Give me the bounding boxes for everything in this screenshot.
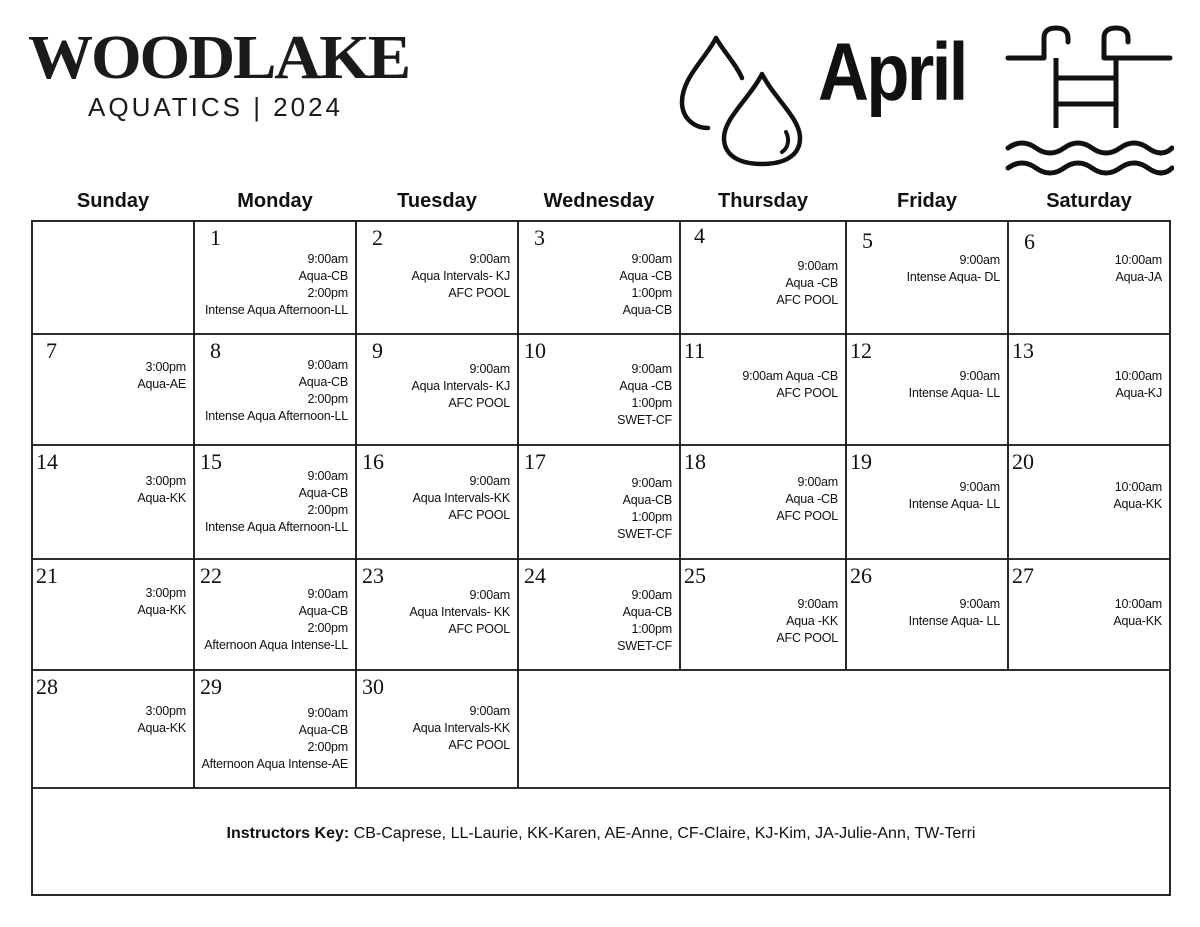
day-cell-12 [846,334,1008,445]
event-line: 9:00am [307,252,348,266]
event-line: Aqua-KK [137,491,186,505]
event-line: 1:00pm [631,396,672,410]
day-events [742,368,838,402]
day-cell-2 [356,221,518,334]
event-line: 9:00am [959,253,1000,267]
event-line: 9:00am [469,474,510,488]
event-line: Aqua-KJ [1115,386,1162,400]
day-number: 5 [862,228,873,253]
day-cell-3 [518,221,680,334]
day-cell-13 [1008,334,1170,445]
event-line: Aqua-KK [1113,497,1162,511]
event-line: Aqua-KK [137,721,186,735]
day-number: 12 [850,338,872,363]
event-line: 9:00am [631,476,672,490]
event-line: Aqua -CB [785,492,838,506]
event-line: Intense Aqua- LL [908,497,1000,511]
event-line: 9:00am [959,480,1000,494]
day-number: 26 [850,563,872,588]
event-line: AFC POOL [776,386,838,400]
day-number: 11 [684,338,706,363]
day-cell-22 [194,559,356,670]
event-line: Aqua Intervals- KJ [411,379,510,393]
day-number: 4 [694,223,705,248]
event-line: Afternoon Aqua Intense-LL [204,638,348,652]
event-line: AFC POOL [448,622,510,636]
day-number: 9 [372,338,383,363]
event-line: 1:00pm [631,286,672,300]
event-line: AFC POOL [776,631,838,645]
day-events [617,361,672,429]
day-events [907,252,1000,286]
day-cell-blank [32,221,194,334]
event-line: 9:00am [797,259,838,273]
day-number: 21 [36,563,58,588]
event-line: Aqua-CB [622,303,672,317]
instructors-key-text: CB-Caprese, LL-Laurie, KK-Karen, AE-Anne, CF-Claire, KJ-Kim, JA-Julie-Ann, TW-Terri [349,825,976,842]
day-cell-20 [1008,445,1170,559]
day-cell-21 [32,559,194,670]
day-events [1115,368,1162,402]
event-line: SWET-CF [617,639,672,653]
event-line: 9:00am [631,588,672,602]
day-cell-10 [518,334,680,445]
event-line: 3:00pm [145,704,186,718]
event-line: 9:00am [631,252,672,266]
day-cell-28 [32,670,194,788]
day-cell-6 [1008,221,1170,334]
day-cell-5 [846,221,1008,334]
day-cell-11 [680,334,846,445]
event-line: 9:00am Aqua -CB [742,369,838,383]
event-line: Intense Aqua- DL [906,270,1000,284]
day-number: 7 [46,338,57,363]
event-line: 9:00am [469,588,510,602]
day-events [1113,479,1162,513]
event-line: Aqua -CB [619,269,672,283]
day-cell-4 [680,221,846,334]
event-line: 9:00am [797,475,838,489]
day-number: 24 [524,563,546,588]
event-line: 9:00am [307,469,348,483]
day-number: 29 [200,674,222,699]
event-line: SWET-CF [617,413,672,427]
event-line: Aqua Intervals-KK [412,491,510,505]
day-number: 15 [200,449,222,474]
event-line: Aqua-CB [298,269,348,283]
event-line: AFC POOL [448,508,510,522]
day-number: 18 [684,449,706,474]
day-number: 20 [1012,449,1034,474]
event-line: Aqua Intervals- KK [409,605,510,619]
event-line: 3:00pm [145,586,186,600]
event-line: Aqua-KK [1113,614,1162,628]
day-number: 25 [684,563,706,588]
event-line: Intense Aqua Afternoon-LL [204,303,348,317]
event-line: Aqua-JA [1115,270,1162,284]
event-line: Aqua-CB [298,375,348,389]
event-line: 9:00am [797,597,838,611]
event-line: 9:00am [469,704,510,718]
day-events [409,587,510,638]
event-line: 9:00am [469,362,510,376]
event-line: 2:00pm [307,286,348,300]
event-line: AFC POOL [448,738,510,752]
day-cell-23 [356,559,518,670]
instructors-key [32,825,1170,843]
event-line: 9:00am [959,369,1000,383]
event-line: AFC POOL [448,396,510,410]
day-number: 2 [372,225,383,250]
day-cell-18 [680,445,846,559]
event-line: Intense Aqua- LL [908,386,1000,400]
day-number: 3 [534,225,545,250]
weekday-monday: Monday [237,190,313,212]
event-line: 9:00am [307,706,348,720]
event-line: 9:00am [469,252,510,266]
event-line: 10:00am [1114,480,1162,494]
day-events [909,596,1000,630]
event-line: SWET-CF [617,527,672,541]
weekday-tuesday: Tuesday [397,190,477,212]
day-number: 30 [362,674,384,699]
event-line: Intense Aqua Afternoon-LL [204,520,348,534]
day-number: 16 [362,449,384,474]
day-events [137,703,186,737]
event-line: 2:00pm [307,503,348,517]
day-cell-30 [356,670,518,788]
event-line: Aqua-CB [622,493,672,507]
event-line: 1:00pm [631,622,672,636]
event-line: Aqua -CB [619,379,672,393]
day-events [137,359,186,393]
day-events [205,251,348,319]
day-events [413,703,510,754]
logo-wordmark: WOODLAKE [28,24,410,92]
event-line: Aqua -CB [785,276,838,290]
weekday-saturday: Saturday [1046,190,1132,212]
month-title: April [818,27,966,118]
event-line: 2:00pm [307,740,348,754]
day-cell-29 [194,670,356,788]
day-events [204,586,348,654]
day-events [411,251,510,302]
event-line: 3:00pm [145,360,186,374]
event-line: Aqua-CB [298,486,348,500]
weekday-thursday: Thursday [717,190,809,212]
event-line: 1:00pm [631,510,672,524]
day-events [202,705,349,773]
day-events [619,251,672,319]
day-events [776,596,838,647]
day-cell-14 [32,445,194,559]
event-line: Aqua-CB [298,604,348,618]
weekday-wednesday: Wednesday [543,190,655,212]
day-number: 1 [210,225,221,250]
day-events [776,258,838,309]
event-line: 9:00am [959,597,1000,611]
pool-ladder-icon [1004,24,1174,179]
day-number: 28 [36,674,58,699]
water-drops-icon [678,34,808,169]
event-line: Intense Aqua- LL [908,614,1000,628]
event-line: 2:00pm [307,392,348,406]
instructors-key-label: Instructors Key: [226,825,350,842]
day-cell-1 [194,221,356,334]
event-line: 9:00am [307,358,348,372]
logo [28,24,410,123]
day-cell-27 [1008,559,1170,670]
day-number: 10 [524,338,546,363]
day-events [1113,596,1162,630]
event-line: Aqua-CB [622,605,672,619]
event-line: 9:00am [631,362,672,376]
event-line: 9:00am [307,587,348,601]
weekday-friday: Friday [896,190,958,212]
day-events [205,357,348,425]
day-cell-7 [32,334,194,445]
event-line: Aqua-KK [137,603,186,617]
day-events [137,473,186,507]
day-number: 8 [210,338,221,363]
day-cell-25 [680,559,846,670]
event-line: 2:00pm [307,621,348,635]
event-line: Intense Aqua Afternoon-LL [204,409,348,423]
weekday-sunday: Sunday [76,190,150,212]
day-cell-26 [846,559,1008,670]
day-number: 17 [524,449,546,474]
event-line: 10:00am [1114,253,1162,267]
day-number: 27 [1012,563,1034,588]
day-events [776,474,838,525]
day-events [909,368,1000,402]
day-number: 19 [850,449,872,474]
event-line: AFC POOL [776,509,838,523]
day-number: 22 [200,563,222,588]
event-line: 10:00am [1114,369,1162,383]
event-line: 3:00pm [145,474,186,488]
day-cell-8 [194,334,356,445]
logo-subtitle: AQUATICS | 2024 [88,92,344,122]
day-cell-24 [518,559,680,670]
day-number: 13 [1012,338,1034,363]
day-events [1115,252,1162,286]
day-events [413,473,510,524]
event-line: Aqua-CB [298,723,348,737]
day-events [617,475,672,543]
day-events [909,479,1000,513]
day-number: 23 [362,563,384,588]
day-number: 14 [36,449,58,474]
event-line: Afternoon Aqua Intense-AE [201,757,348,771]
day-number: 6 [1024,229,1035,254]
day-cell-17 [518,445,680,559]
day-cell-9 [356,334,518,445]
event-line: Aqua-AE [137,377,186,391]
event-line: AFC POOL [448,286,510,300]
event-line: AFC POOL [776,293,838,307]
day-events [137,585,186,619]
event-line: Aqua Intervals-KK [412,721,510,735]
event-line: 10:00am [1114,597,1162,611]
event-line: Aqua -KK [786,614,838,628]
day-events [617,587,672,655]
day-events [411,361,510,412]
day-cell-16 [356,445,518,559]
day-cell-19 [846,445,1008,559]
day-events [205,468,348,536]
day-cell-15 [194,445,356,559]
event-line: Aqua Intervals- KJ [411,269,510,283]
